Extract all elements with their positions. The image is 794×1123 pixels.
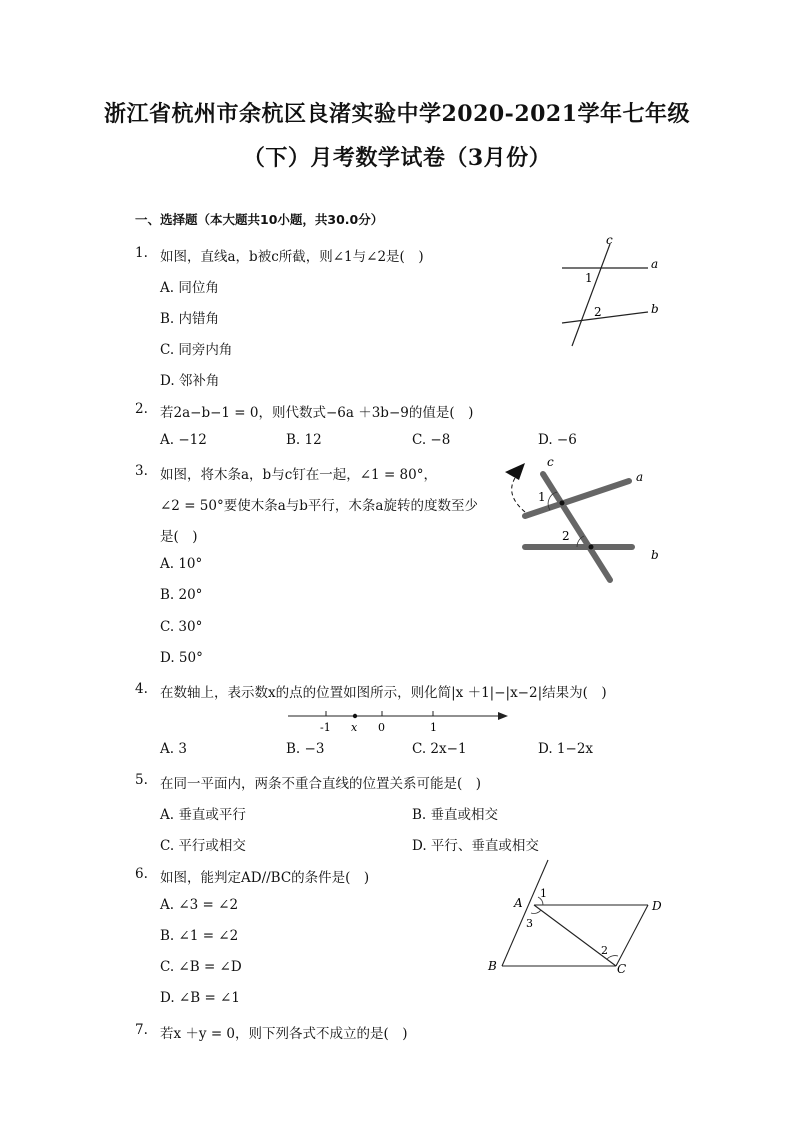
option-b[interactable]: B. −3 [286,741,325,757]
tick-label-x: x [351,721,358,734]
vertex-b-label: B [488,959,497,973]
line-ab-extended [502,860,548,966]
label-c: c [547,455,554,469]
question-text-line1: 如图，将木条a，b与c钉在一起，∠1 = 80°， [160,467,437,483]
option-b[interactable]: B. ∠1 = ∠2 [160,928,239,944]
option-a[interactable]: A. 3 [160,741,187,757]
option-a[interactable]: A. ∠3 = ∠2 [160,897,239,913]
tick-label-one: 1 [430,721,437,734]
angle-2-label: 2 [601,944,608,957]
option-d[interactable]: D. 50° [160,650,203,666]
section-heading: 一、选择题（本大题共10小题，共30.0分） [135,212,384,227]
nail-1 [560,501,565,506]
option-a[interactable]: A. 垂直或平行 [160,807,246,823]
option-b[interactable]: B. 12 [286,432,322,448]
angle-1-label: 1 [585,271,593,285]
option-a[interactable]: A. 同位角 [160,280,219,296]
rotation-arc [512,478,525,512]
option-c[interactable]: C. ∠B = ∠D [160,959,242,975]
question-text-line3: 是( ) [160,529,198,545]
label-a: a [636,470,644,484]
option-d[interactable]: D. −6 [538,432,577,448]
question-number: 7. [135,1022,148,1038]
segment-dc [616,905,648,966]
label-b: b [651,548,659,562]
vertex-a-label: A [514,896,523,910]
option-c[interactable]: C. 2x−1 [412,741,467,757]
question-text: 在同一平面内，两条不重合直线的位置关系可能是( ) [160,776,482,792]
figure-sticks [495,450,670,590]
option-d[interactable]: D. ∠B = ∠1 [160,990,240,1006]
question-text: 若2a−b−1 = 0，则代数式−6a ＋3b−9的值是( ) [160,405,474,421]
label-b: b [651,302,659,316]
rotation-arrow-icon [505,463,525,480]
page-title-line1: 浙江省杭州市余杭区良渚实验中学2020-2021学年七年级 [103,101,691,127]
vertex-d-label: D [652,899,662,913]
angle-2-arc [607,956,618,959]
angle-3-arc [531,910,541,913]
question-text: 若x ＋y = 0，则下列各式不成立的是( ) [160,1026,408,1042]
option-b[interactable]: B. 垂直或相交 [412,807,499,823]
question-number: 1. [135,245,148,261]
figure-parallelogram [480,855,680,980]
option-b[interactable]: B. 内错角 [160,311,220,327]
angle-2-label: 2 [594,305,602,319]
question-number: 4. [135,681,148,697]
tick-label-zero: 0 [378,721,385,734]
axis-arrow-icon [498,712,508,720]
figure-transversal [550,230,670,355]
option-d[interactable]: D. 平行、垂直或相交 [412,838,539,854]
option-c[interactable]: C. −8 [412,432,451,448]
line-b [562,312,648,323]
option-b[interactable]: B. 20° [160,587,203,603]
question-text: 如图，直线a，b被c所截，则∠1与∠2是( ) [160,249,424,265]
number-line [280,705,515,735]
angle-1-label: 1 [538,490,546,504]
vertex-c-label: C [617,962,627,976]
question-number: 2. [135,401,148,417]
question-text: 如图，能判定AD//BC的条件是( ) [160,870,370,886]
option-c[interactable]: C. 30° [160,619,203,635]
page-title-line2: （下）月考数学试卷（3月份） [242,145,552,171]
angle-3-label: 3 [526,917,533,930]
question-text-line2: ∠2 = 50°要使木条a与b平行，木条a旋转的度数至少 [160,498,478,514]
option-a[interactable]: A. 10° [160,556,203,572]
angle-1-label: 1 [540,887,547,900]
option-d[interactable]: D. 邻补角 [160,373,220,389]
question-text: 在数轴上，表示数x的点的位置如图所示，则化简|x ＋1|−|x−2|结果为( ) [160,685,607,701]
point-x [353,714,357,718]
question-number: 3. [135,463,148,479]
question-number: 6. [135,866,148,882]
label-a: a [651,257,659,271]
question-number: 5. [135,772,148,788]
option-c[interactable]: C. 同旁内角 [160,342,233,358]
angle-2-label: 2 [562,529,570,543]
line-c [572,244,610,346]
option-c[interactable]: C. 平行或相交 [160,838,246,854]
label-c: c [606,233,613,247]
option-a[interactable]: A. −12 [160,432,207,448]
tick-label-minus-one: -1 [320,721,331,734]
option-d[interactable]: D. 1−2x [538,741,594,757]
nail-2 [589,545,594,550]
